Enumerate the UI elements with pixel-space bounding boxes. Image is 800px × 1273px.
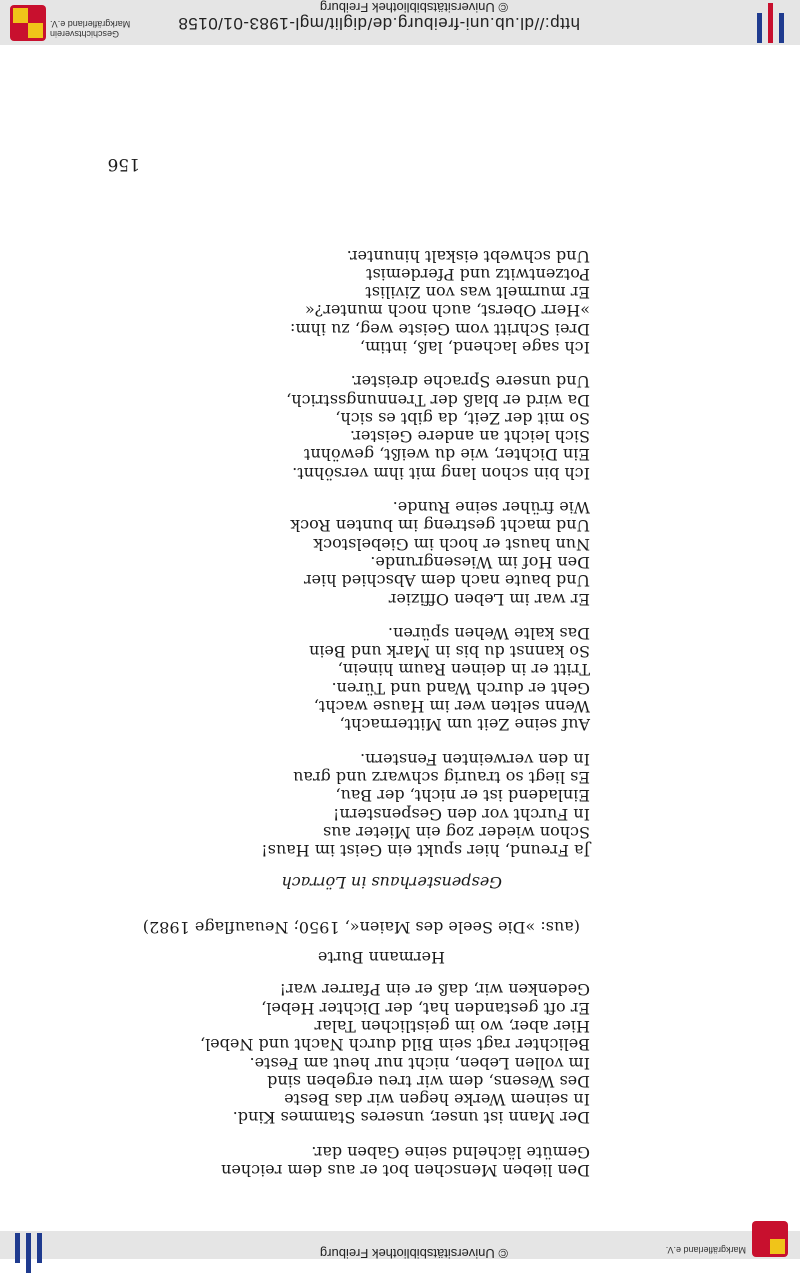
poet-name: Hermann Burte — [317, 948, 445, 968]
logo-text-line: Geschichtsverein — [50, 29, 120, 39]
text-line: Wie früher seine Runde. — [392, 498, 590, 518]
text-line: Ich bin schon lang mit ihm versöhnt. — [292, 463, 590, 483]
text-line: Ja Freund, hier spukt ein Geist im Haus! — [261, 841, 590, 861]
header-logo-text — [50, 19, 146, 39]
poem-stanza — [30, 749, 590, 859]
text-line: Das kalte Wehen spüren. — [387, 623, 590, 643]
page-text — [30, 230, 590, 1179]
text-line: Den Hof im Wiesengrunde. — [370, 552, 590, 572]
header-copyright: © Universitätsbibliothek Freiburg — [319, 0, 508, 15]
poem-stanza — [30, 498, 590, 608]
text-line: Er oft gestanden hat, der Dichter Hebel, — [261, 998, 590, 1018]
text-line: So kannst du bis in Mark und Bein — [309, 642, 590, 662]
text-line: So mit der Zeit, da gibt es sich, — [335, 408, 590, 428]
text-line: In den verweinten Fenstern. — [360, 749, 590, 769]
text-line: Schon wieder zog ein Mieter aus — [323, 822, 590, 842]
text-line: In seinem Werke hegen wir das Beste — [284, 1090, 590, 1110]
footer-copyright: © Universitätsbibliothek Freiburg — [319, 1246, 508, 1261]
text-line: Einladend ist er nicht, der Bau, — [335, 786, 590, 806]
text-line: Hier aber, wo im geistlichen Talar — [314, 1016, 590, 1036]
university-logo — [8, 1233, 48, 1273]
text-line: Der Mann ist unser, unseres Stammes Kind. — [232, 1108, 590, 1128]
logo-text-line: Markgräflerland e.V. — [50, 19, 131, 29]
text-line: Er murmelt was von Zivilist — [365, 283, 590, 303]
footer-logo-text: Markgräflerland e.V. — [665, 1245, 746, 1255]
source-citation: (aus: »Die Seele des Maien«, 1950; Neuauflage 1982) — [142, 917, 580, 937]
text-line: Es liegt so traurig schwarz und grau — [293, 767, 590, 787]
text-line: Er war im Leben Offizier — [388, 589, 590, 609]
text-line: Und unsere Sprache dreister. — [350, 372, 590, 392]
text-line: Potzentwitz und Pferdemist — [366, 264, 590, 284]
text-line: Des Wesens, dem wir treu ergeben sind — [267, 1071, 590, 1091]
crest-logo — [8, 3, 48, 43]
text-line: Nun haust er hoch im Giebelstock — [313, 534, 590, 554]
text-line: Gemüte lächelnd seine Gaben dar. — [311, 1142, 590, 1162]
page-number: 156 — [107, 154, 140, 174]
text-line: Drei Schritt vom Geiste weg, zu ihm: — [290, 319, 590, 339]
poem-stanza — [30, 624, 590, 734]
text-line: Im vollen Leben, nicht nur heut am Feste. — [249, 1053, 590, 1073]
text-line: Und schwebt eiskalt hinunter. — [346, 246, 590, 266]
text-line: Und macht gestreng im bunten Rock — [290, 516, 590, 536]
poem-title: Gespensterhaus in Lörrach — [281, 873, 502, 893]
text-line: Belichter ragt sein Bild durch Nacht und Nebel, — [200, 1035, 590, 1055]
text-line: Und baute nach dem Abschied hier — [303, 571, 590, 591]
crest-logo — [750, 1219, 790, 1259]
university-logo — [750, 3, 790, 43]
intro-stanza — [30, 1142, 590, 1179]
document-url-link[interactable]: http://dl.ub.uni-freiburg.de/diglit/mgl-1983-01/0158 — [177, 14, 580, 33]
text-line: Auf seine Zeit um Mitternacht, — [339, 715, 590, 735]
header-bar — [0, 0, 800, 45]
text-line: Da wird er blaß der Trennungsstrich, — [286, 390, 590, 410]
footer-bar — [0, 1231, 800, 1259]
text-line: Ich sage lachend, laß, intim, — [359, 338, 590, 358]
text-line: Ein Dichter, wie du weißt, gewöhnt — [303, 445, 590, 465]
poem-stanza — [30, 372, 590, 482]
text-line: Tritt er in deinen Raum hinein, — [337, 660, 590, 680]
text-line: »Herr Oberst, auch noch munter?« — [304, 301, 590, 321]
text-line: In Furcht vor den Gespenstern! — [332, 804, 590, 824]
text-line: Gedenken wir, daß er ein Pfarrer war! — [279, 980, 590, 1000]
poem-stanza — [30, 246, 590, 356]
text-line: Geht er durch Wand und Türen. — [331, 678, 590, 698]
tribute-stanza — [30, 980, 590, 1126]
text-line: Wenn selten wer im Hause wacht, — [313, 697, 590, 717]
text-line: Den lieben Menschen bot er aus dem reichen — [221, 1161, 590, 1180]
text-line: Sich leicht an andere Geister. — [349, 427, 590, 447]
